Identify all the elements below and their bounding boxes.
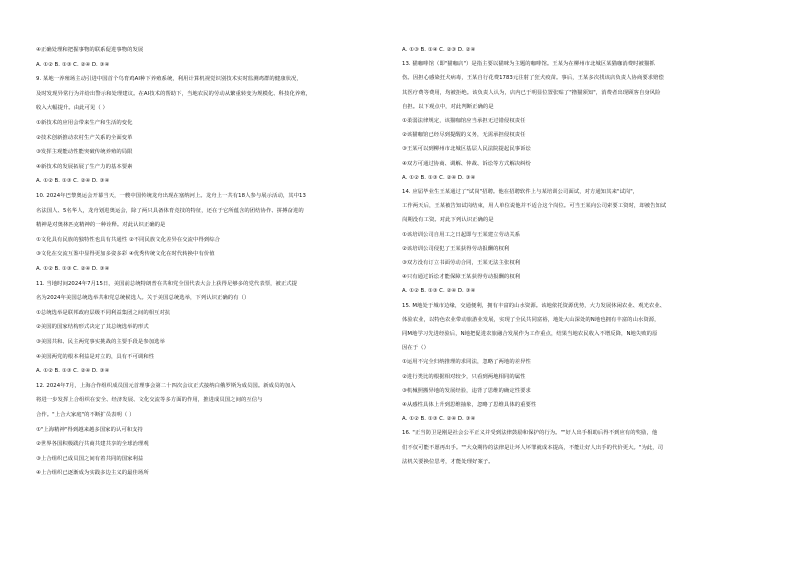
text-line: ②进行类比的根据相对较少，只看到两地相同的属性 (402, 373, 526, 380)
text-line: ①总统选举是联邦政府层级不同利益集团之间的相互对抗 (36, 309, 171, 316)
text-line: ④新技术的发展拓展了生产力的基本要素 (36, 163, 133, 170)
text-line: ④双方可通过协商、调解、仲裁、诉讼等方式解决纠纷 (402, 160, 531, 167)
text-line: ②该培训公司侵犯了王某获得劳动报酬的权利 (402, 245, 510, 252)
text-line: A. ①② B. ①③ C. ②④ D. ③④ (402, 174, 476, 181)
text-line: 名为2024年美国总统选举共和党总统候选人。关于美国总统选举，下列认识正确的有（） (36, 295, 250, 302)
text-line: ③上合组织已成员国之间有着共同的国家利益 (36, 455, 144, 462)
text-line: 12. 2024年7月，上海合作组织成员国元首理事会第二十四次会议正式接纳白俄罗斯为成员国。新成员的加入 (36, 382, 296, 389)
text-line: A. ①② B. ①③ C. ②④ D. ③④ (36, 266, 110, 272)
text-line: ④只有通过诉讼才能保障王某获得劳动报酬的权利 (402, 274, 521, 281)
text-line: ①文化具有民族的独特性也具有共通性 ②不同民族文化差异在交流中得到综合 (36, 236, 221, 243)
text-line: ①新技术的应用会带来生产和生活的变化 (36, 120, 133, 126)
text-line: A. ①③ B. ①④ C. ②③ D. ②④ (402, 47, 476, 53)
text-line: 自担。以下观点中，对此判断正确的是 (402, 103, 494, 110)
text-line: ③文化在交流互鉴中显得更加多姿多彩 ④优秀传统文化在时代转换中有价值 (36, 251, 215, 258)
text-line: ③发挥主观能动性能突破传统养殖的局限 (36, 149, 133, 156)
text-line: 精神是对奥林匹克精神的一种诠释。对此认识正确的是 (36, 222, 166, 229)
text-line: ④从感性具体上升到思维抽象，忽略了思维具体的重要性 (402, 402, 537, 408)
text-line: A. ①② B. ①③ C. ②④ D. ③④ (402, 416, 476, 423)
text-line: ②该猫咖馆已经尽到提醒的义务，无需承担侵权责任 (402, 132, 526, 139)
text-line: 名法国人、5名华人，龙舟划进奥运会，除了两只具备体育竞技的特征，还在于它所蕴含的团结协作、拼搏奋进的 (36, 207, 304, 214)
text-line: 合作。"上合大家庭"的不断扩员表明（ ） (36, 412, 135, 418)
text-line: 体验农业，以特色农业带动旅游业发展，实现了全民共同富裕，地处大山深处的N地也拥有丰富的山水资源， (402, 316, 660, 323)
text-line: ②世界各国积极践行共商共建共享的全球治理观 (36, 441, 149, 448)
text-line: ①该培训公司自用工之日起即与王某建立劳动关系 (402, 231, 521, 238)
text-line: 同M地学习先进经验后，N地把促进农旅融合发展作为工作重点，结果当地农民收入不增反降，N地失败的原 (402, 331, 658, 337)
text-line: 13. 猫咖啡馆（即"猫咖店"）是指主要以猫咪为主题的咖啡馆。王某为在柳州市北城区某猫咖消费时被猫抓 (402, 61, 655, 68)
text-line: 伤。因担心感染狂犬病毒，王某自行花费1783元注射了狂犬疫苗。事后，王某多次找该店负责人协商要求赔偿 (402, 75, 664, 82)
text-line: ④正确处理和把握事物的联系促进事物的发展 (36, 47, 144, 53)
text-line: 工作两天后，王某被告知试岗结束，用人单位说他并不适合这个岗位。可当王某向公司索要工资时，却被告知试 (402, 203, 667, 210)
text-line: A. ①② B. ①③ C. ②④ D. ③④ (36, 178, 110, 185)
text-line: 10. 2024年巴黎奥运会开幕当天，一艘中国传统龙舟出现在塞纳河上。龙舟上一共有18人参与展示活动，其中13 (36, 193, 306, 199)
text-line: 9. 某地一养殖场主动引进中国首个鸟育鸡AI种下养殖系统，利用计算机视觉识别技术实时监测鸡群的健康状况， (36, 76, 302, 83)
text-line: 11. 当地时间2024年7月15日，美国前总统特朗普在共和党全国代表大会上获得足够多的党代表票，被正式提 (36, 280, 298, 287)
text-line: A. ①② B. ①③ C. ②④ D. ③④ (402, 288, 476, 295)
text-line: 收入大幅提升。由此可见（ ） (36, 105, 108, 112)
text-line: 其医疗费等费用，均被拒绝。该负责人认为，店内已于明显位置张贴了"撸猫须知"，消费者出现顾客自身风险 (402, 89, 661, 96)
text-line: ①运用不完全归纳推理的求同法，忽略了两地的差异性 (402, 359, 531, 366)
text-line: 15. M地处于城市边缘，交通便利，拥有丰富的山水资源。该地依托资源优势，大力发展休闲农业、观光农业、 (402, 302, 666, 309)
text-line: ②美国的国家结构形式决定了其总统选举的形式 (36, 324, 149, 331)
text-line: A. ①② B. ①③ C. ②④ D. ③④ (36, 61, 110, 68)
text-line: 岗期没有工资。对此下列认识正确的是 (402, 217, 494, 224)
text-line: ④美国两党的根本利益是对立的，具有不可调和性 (36, 353, 155, 360)
text-line: 们不仅可能不愿再出手。""大众期待的法律是让坏人坏罪就成本提高，不能让好人出手的代价更大。"为此，司 (402, 444, 664, 451)
text-line: A. ①② B. ①③ C. ②④ D. ③④ (36, 368, 110, 375)
text-line: ④上合组织已逐渐成为实践多边主义的最佳场所 (36, 470, 149, 477)
text-line: ②技术创新推动农村生产关系的全面变革 (36, 134, 133, 141)
text-line: ③机械照搬异地的发展经验，违背了思维的确定性要求 (402, 387, 531, 394)
text-line: 14. 应届毕业生王某通过了"试岗"招聘。他在招聘软件上与某培训公司面试，对方通知其来"试岗"， (402, 189, 639, 195)
text-line: 将进一步发挥上合组织在安全、经济发展、文化交流等多方面的作用，推进成员国之间的互信与 (36, 397, 263, 404)
text-line: ①"上海精神"得到越来越多国家的认可和支持 (36, 426, 143, 433)
text-line: ③王某可以到柳州市北城区基层人民法院提起民事诉讼 (402, 146, 531, 153)
text-line: 16. "正当防卫是刚是社会公平正义并受到法律鼓励和保护的行为。""好人出手相助后得不到应有的奖励，他 (402, 430, 658, 437)
text-line: 因在于（） (402, 345, 429, 352)
text-line: ①柔弱法律规定，该猫咖馆应当承担无过错侵权责任 (402, 118, 526, 124)
text-line: 法机关要换位思考，才能处理好案子。 (402, 458, 494, 465)
text-line: ③双方没有订立书面劳动合同，王某无法主张权利 (402, 260, 521, 266)
text-line: ③美国共和、民主两党事实挑战的主要手段是参加选举 (36, 339, 165, 345)
text-line: 及时发现异常行为并给出警示和处理建议。在AI技术的帮助下，当地农民的劳动从繁重转变为规模化、科技化养殖， (36, 90, 312, 97)
